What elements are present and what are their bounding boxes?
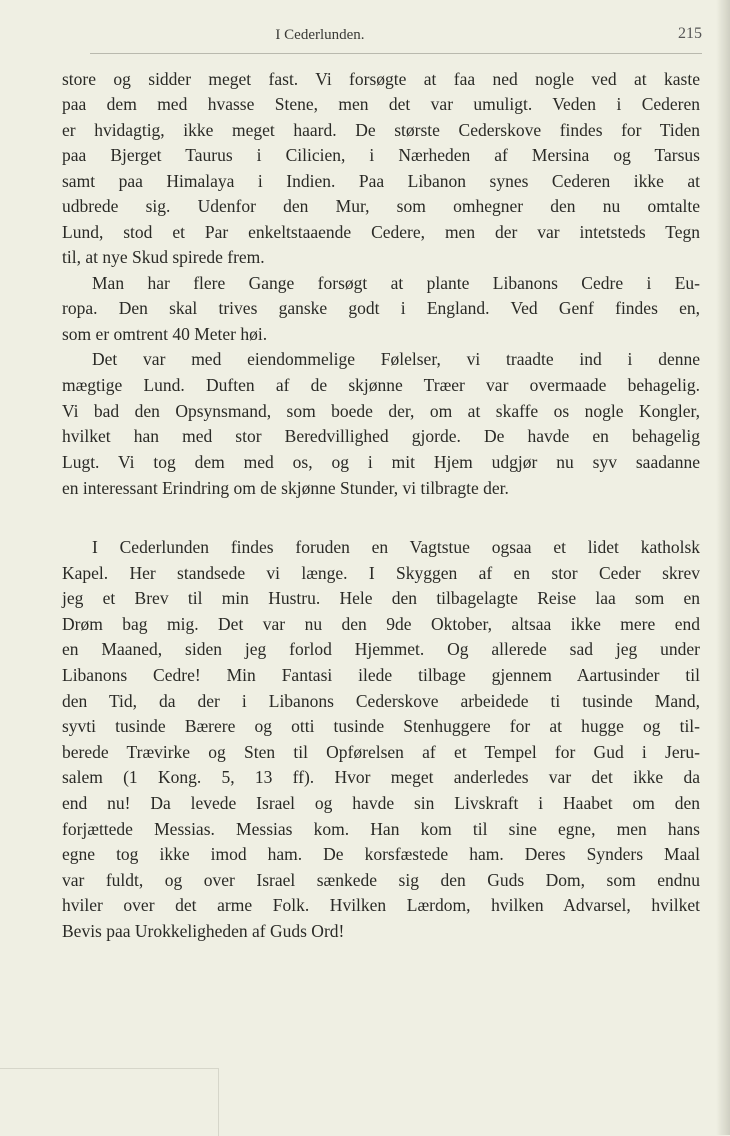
text-line: mægtige Lund. Duften af de skjønne Træer var overmaade behagelig.	[62, 375, 700, 395]
text-line: berede Trævirke og Sten til Opførelsen af et Tempel for Gud i Jeru-	[62, 742, 700, 762]
scan-artifact-box	[0, 1068, 219, 1136]
text-line: Libanons Cedre! Min Fantasi ilede tilbage gjennem Aartusinder til	[62, 665, 700, 685]
text-line: ropa. Den skal trives ganske godt i England. Ved Genf findes en,	[62, 298, 700, 318]
text-line: Lund, stod et Par enkeltstaaende Cedere, men der var intetsteds Tegn	[62, 222, 700, 242]
text-line: Det var med eiendommelige Følelser, vi traadte ind i denne	[92, 349, 700, 369]
text-line: var fuldt, og over Israel sænkede sig den Guds Dom, som endnu	[62, 870, 700, 890]
text-line: udbrede sig. Udenfor den Mur, som omhegner den nu omtalte	[62, 196, 700, 216]
text-line: salem (1 Kong. 5, 13 ff). Hvor meget anderledes var det ikke da	[62, 767, 700, 787]
text-line: syvti tusinde Bærere og otti tusinde Stenhuggere for at hugge og til-	[62, 716, 700, 736]
text-line: er hvidagtig, ikke meget haard. De største Cederskove findes for Tiden	[62, 120, 700, 140]
text-line: end nu! Da levede Israel og havde sin Livskraft i Haabet om den	[62, 793, 700, 813]
page-edge	[716, 0, 730, 1135]
text-line: Man har flere Gange forsøgt at plante Libanons Cedre i Eu-	[92, 273, 700, 293]
running-head-title: I Cederlunden.	[275, 27, 365, 43]
page-number: 215	[678, 25, 702, 42]
text-line: Lugt. Vi tog dem med os, og i mit Hjem udgjør nu syv saadanne	[62, 452, 700, 472]
text-line: Kapel. Her standsede vi længe. I Skyggen af en stor Ceder skrev	[62, 563, 700, 583]
text-line: Drøm bag mig. Det var nu den 9de Oktober, altsaa ikke mere end	[62, 614, 700, 634]
text-line: paa dem med hvasse Stene, men det var umuligt. Veden i Cederen	[62, 94, 700, 114]
text-line: forjættede Messias. Messias kom. Han kom til sine egne, men hans	[62, 819, 700, 839]
text-line: hvilket han med stor Beredvillighed gjorde. De havde en behagelig	[62, 426, 700, 446]
text-line: store og sidder meget fast. Vi forsøgte at faa ned nogle ved at kaste	[62, 69, 700, 89]
header-rule	[90, 53, 702, 54]
text-line: paa Bjerget Taurus i Cilicien, i Nærheden af Mersina og Tarsus	[62, 145, 700, 165]
text-line: jeg et Brev til min Hustru. Hele den tilbagelagte Reise laa som en	[62, 588, 700, 608]
text-line: en Maaned, siden jeg forlod Hjemmet. Og allerede sad jeg under	[62, 639, 700, 659]
text-line: som er omtrent 40 Meter høi.	[62, 324, 268, 344]
text-line: samt paa Himalaya i Indien. Paa Libanon synes Cederen ikke at	[62, 171, 700, 191]
text-line: til, at nye Skud spirede frem.	[62, 247, 265, 267]
text-line: Bevis paa Urokkeligheden af Guds Ord!	[62, 921, 345, 941]
text-line: hviler over det arme Folk. Hvilken Lærdom, hvilken Advarsel, hvilket	[62, 895, 700, 915]
text-line: den Tid, da der i Libanons Cederskove arbeidede ti tusinde Mand,	[62, 691, 700, 711]
text-line: I Cederlunden findes foruden en Vagtstue ogsaa et lidet katholsk	[92, 537, 700, 557]
text-line: en interessant Erindring om de skjønne Stunder, vi tilbragte der.	[62, 478, 509, 498]
text-line: egne tog ikke imod ham. De korsfæstede ham. Deres Synders Maal	[62, 844, 700, 864]
text-line: Vi bad den Opsynsmand, som boede der, om at skaffe os nogle Kongler,	[62, 401, 700, 421]
